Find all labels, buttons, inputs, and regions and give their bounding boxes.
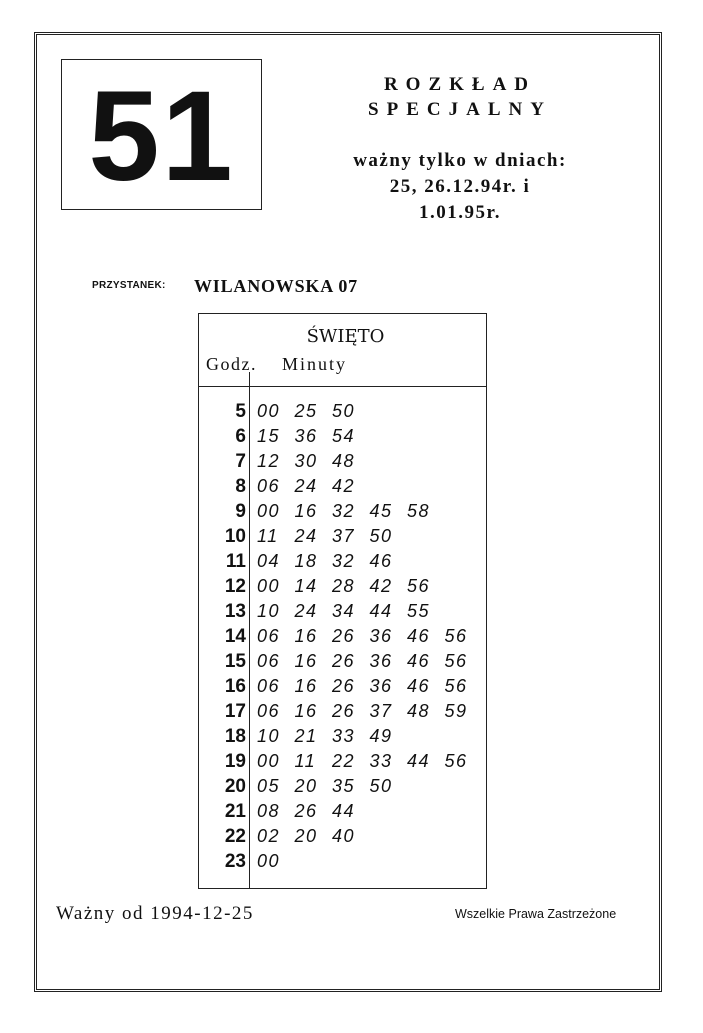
validity-line-2: 25, 26.12.94r. i <box>389 176 531 197</box>
minute-value: 36 <box>294 426 318 446</box>
minute-value: 55 <box>407 601 431 621</box>
minute-value: 28 <box>332 576 356 596</box>
hour-cell: 22 <box>224 826 246 847</box>
minutes-cell <box>257 549 407 574</box>
minutes-cell <box>257 524 407 549</box>
table-row <box>199 424 488 449</box>
hour-cell: 18 <box>224 726 246 747</box>
minute-value: 00 <box>257 576 281 596</box>
minutes-cell <box>257 399 370 424</box>
minute-value: 48 <box>332 451 356 471</box>
minute-value: 58 <box>407 501 431 521</box>
minutes-cell <box>257 824 370 849</box>
minute-value: 48 <box>407 701 431 721</box>
table-row <box>199 724 488 749</box>
minute-value: 15 <box>257 426 281 446</box>
minute-value: 00 <box>257 851 281 871</box>
minute-value: 56 <box>444 651 468 671</box>
minutes-cell <box>257 724 407 749</box>
minute-value: 50 <box>332 401 356 421</box>
hour-cell: 13 <box>224 601 246 622</box>
minute-value: 06 <box>257 701 281 721</box>
table-row <box>199 699 488 724</box>
minute-value: 10 <box>257 726 281 746</box>
minute-value: 42 <box>332 476 356 496</box>
minute-value: 37 <box>369 701 393 721</box>
minute-value: 35 <box>332 776 356 796</box>
minute-value: 37 <box>332 526 356 546</box>
minute-value: 46 <box>369 551 393 571</box>
minutes-cell <box>257 424 370 449</box>
hour-cell: 9 <box>235 501 246 522</box>
hour-cell: 10 <box>224 526 246 547</box>
table-row <box>199 399 488 424</box>
hour-cell: 14 <box>224 626 246 647</box>
minute-value: 16 <box>294 676 318 696</box>
minutes-cell <box>257 799 370 824</box>
minute-value: 06 <box>257 651 281 671</box>
hour-cell: 20 <box>224 776 246 797</box>
minute-value: 50 <box>369 526 393 546</box>
table-row <box>199 674 488 699</box>
minute-value: 04 <box>257 551 281 571</box>
minute-value: 26 <box>332 701 356 721</box>
minute-value: 26 <box>332 676 356 696</box>
table-row <box>199 774 488 799</box>
timetable <box>198 313 487 889</box>
minute-value: 56 <box>444 751 468 771</box>
minute-value: 00 <box>257 751 281 771</box>
minute-value: 44 <box>369 601 393 621</box>
route-number-box <box>61 59 262 210</box>
minute-value: 33 <box>369 751 393 771</box>
minutes-cell <box>257 649 482 674</box>
minutes-cell <box>257 674 482 699</box>
minute-value: 20 <box>294 826 318 846</box>
table-row <box>199 499 488 524</box>
minute-value: 11 <box>294 751 317 771</box>
minute-value: 05 <box>257 776 281 796</box>
minutes-cell <box>257 499 445 524</box>
table-row <box>199 549 488 574</box>
title-line-1: ROZKŁAD <box>383 74 537 95</box>
table-row <box>199 599 488 624</box>
minutes-cell <box>257 449 370 474</box>
minute-value: 20 <box>294 776 318 796</box>
minute-value: 14 <box>294 576 318 596</box>
minute-value: 59 <box>444 701 468 721</box>
table-row <box>199 624 488 649</box>
minute-value: 42 <box>369 576 393 596</box>
table-row <box>199 574 488 599</box>
minute-value: 24 <box>294 601 318 621</box>
minute-value: 26 <box>332 651 356 671</box>
minutes-cell <box>257 624 482 649</box>
minute-value: 50 <box>369 776 393 796</box>
minute-value: 34 <box>332 601 356 621</box>
minutes-cell <box>257 574 445 599</box>
minute-value: 32 <box>332 551 356 571</box>
hour-cell: 7 <box>235 451 246 472</box>
hour-cell: 12 <box>224 576 246 597</box>
hour-cell: 11 <box>225 551 246 572</box>
minute-value: 11 <box>257 526 279 546</box>
minute-value: 25 <box>294 401 318 421</box>
minute-value: 46 <box>407 676 431 696</box>
hour-cell: 15 <box>224 651 246 672</box>
table-row <box>199 849 488 874</box>
hour-cell: 5 <box>235 401 246 422</box>
validity-line-1: ważny tylko w dniach: <box>353 150 567 171</box>
minute-value: 16 <box>294 501 318 521</box>
minute-value: 56 <box>407 576 431 596</box>
minute-value: 54 <box>332 426 356 446</box>
table-row <box>199 524 488 549</box>
minutes-cell <box>257 474 370 499</box>
minute-value: 16 <box>294 626 318 646</box>
minutes-cell <box>257 774 407 799</box>
hour-cell: 8 <box>235 476 246 497</box>
hour-cell: 21 <box>224 801 246 822</box>
minute-value: 00 <box>257 501 281 521</box>
minute-value: 36 <box>369 651 393 671</box>
minute-value: 46 <box>407 626 431 646</box>
table-row <box>199 799 488 824</box>
minute-value: 22 <box>332 751 356 771</box>
minute-value: 02 <box>257 826 281 846</box>
validity-line-3: 1.01.95r. <box>419 202 501 223</box>
minute-value: 21 <box>294 726 318 746</box>
hour-column-header: Godz. <box>206 354 257 374</box>
table-row <box>199 749 488 774</box>
minutes-cell <box>257 599 445 624</box>
stop-label: PRZYSTANEK: <box>92 280 166 291</box>
minutes-cell <box>257 749 482 774</box>
minute-value: 00 <box>257 401 281 421</box>
minutes-column-header: Minuty <box>282 354 348 374</box>
rights-notice: Wszelkie Prawa Zastrzeżone <box>455 907 617 921</box>
minute-value: 06 <box>257 626 281 646</box>
minute-value: 06 <box>257 476 281 496</box>
minute-value: 12 <box>257 451 281 471</box>
minute-value: 30 <box>294 451 318 471</box>
header-divider <box>199 386 486 387</box>
stop-name: WILANOWSKA 07 <box>194 276 358 296</box>
minute-value: 06 <box>257 676 281 696</box>
hour-cell: 23 <box>224 851 246 872</box>
minute-value: 46 <box>407 651 431 671</box>
timetable-rows <box>199 399 488 874</box>
valid-from: Ważny od 1994-12-25 <box>56 903 254 924</box>
minute-value: 45 <box>369 501 393 521</box>
minute-value: 40 <box>332 826 356 846</box>
day-type-heading: ŚWIĘTO <box>306 326 385 347</box>
table-row <box>199 449 488 474</box>
hour-cell: 16 <box>224 676 246 697</box>
minute-value: 18 <box>294 551 318 571</box>
minute-value: 16 <box>294 701 318 721</box>
route-number: 51 <box>88 64 235 208</box>
minute-value: 08 <box>257 801 281 821</box>
minute-value: 56 <box>444 676 468 696</box>
minute-value: 32 <box>332 501 356 521</box>
hour-cell: 19 <box>224 751 246 772</box>
minute-value: 10 <box>257 601 281 621</box>
minute-value: 24 <box>294 476 318 496</box>
minute-value: 36 <box>369 626 393 646</box>
title-line-2: SPECJALNY <box>368 99 552 120</box>
hour-cell: 17 <box>224 701 246 722</box>
minute-value: 36 <box>369 676 393 696</box>
minute-value: 56 <box>444 626 468 646</box>
minute-value: 44 <box>407 751 431 771</box>
table-row <box>199 474 488 499</box>
minute-value: 16 <box>294 651 318 671</box>
minute-value: 33 <box>332 726 356 746</box>
table-row <box>199 824 488 849</box>
minute-value: 26 <box>294 801 318 821</box>
minute-value: 44 <box>332 801 356 821</box>
minute-value: 24 <box>294 526 318 546</box>
table-row <box>199 649 488 674</box>
minutes-cell <box>257 699 482 724</box>
minute-value: 49 <box>369 726 393 746</box>
minutes-cell <box>257 849 295 874</box>
hour-cell: 6 <box>235 426 246 447</box>
minute-value: 26 <box>332 626 356 646</box>
